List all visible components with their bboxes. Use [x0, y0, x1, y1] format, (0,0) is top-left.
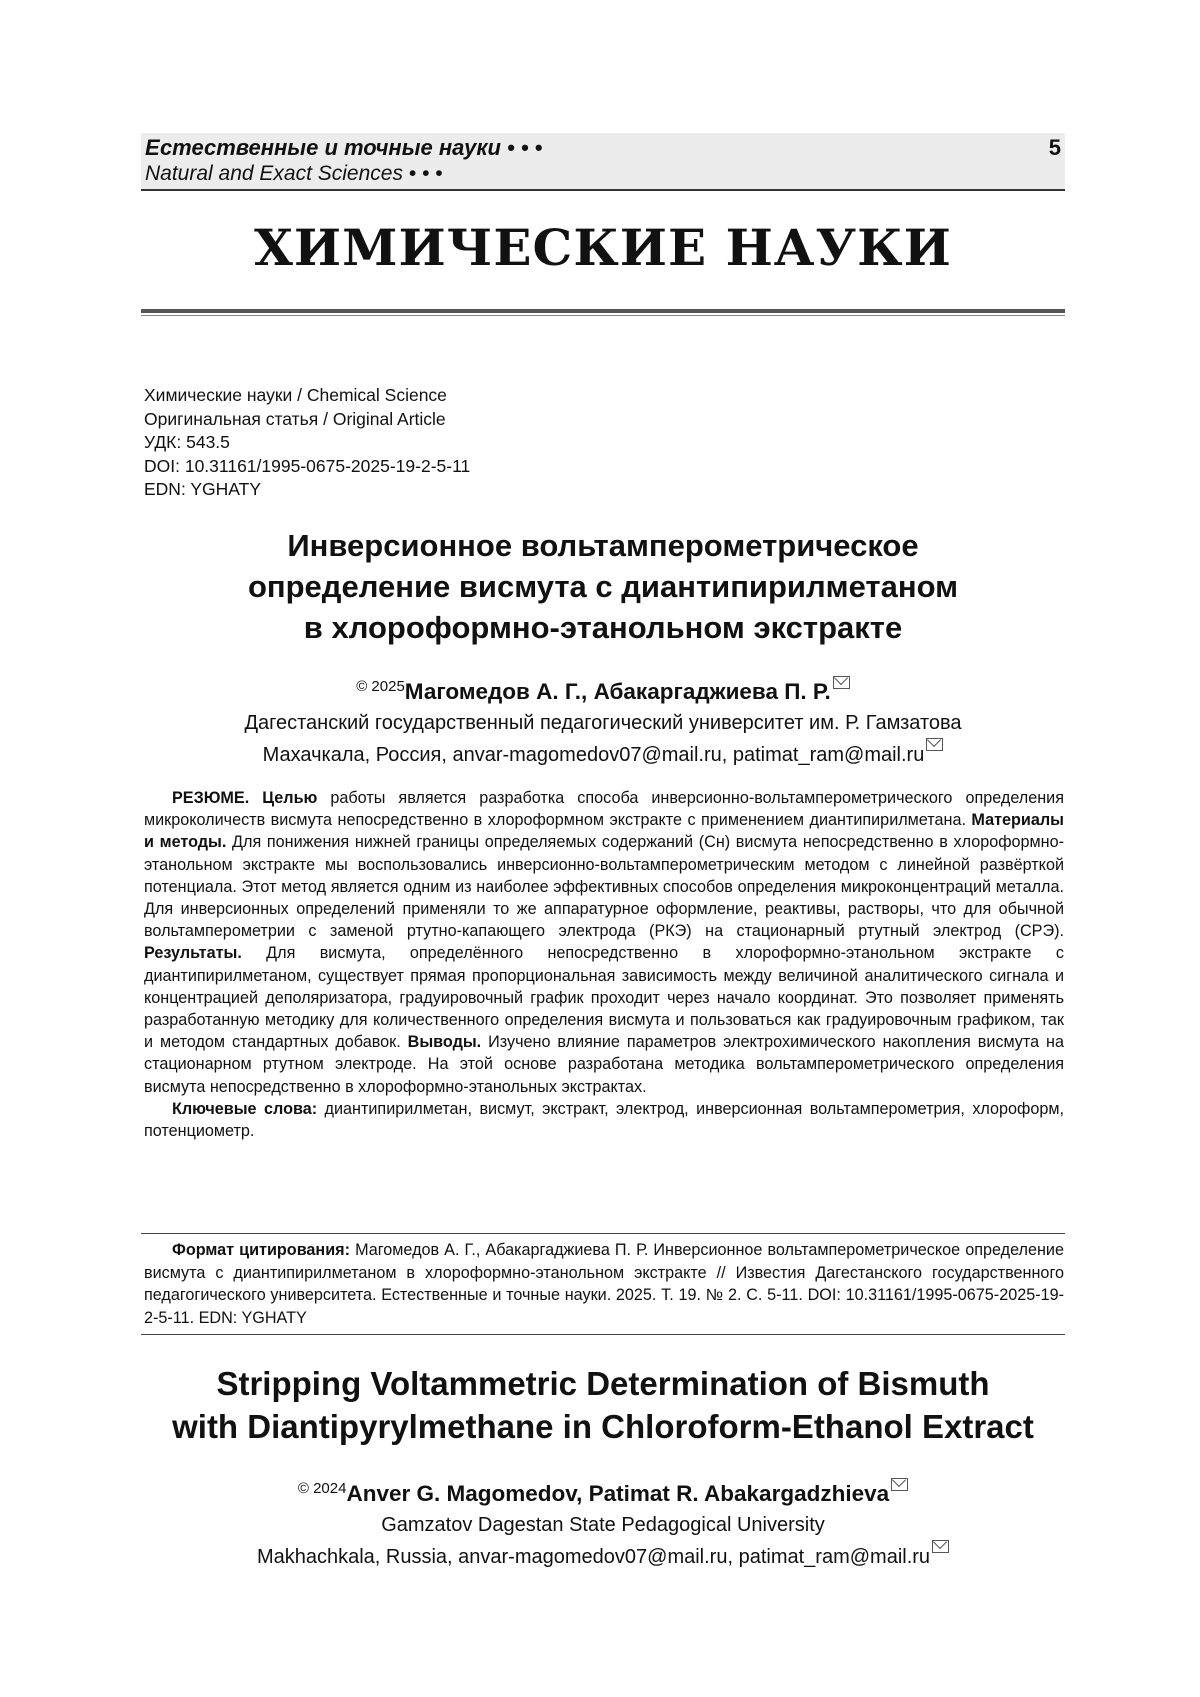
- abstract-paragraph: [144, 787, 1064, 1098]
- contact-emails-ru[interactable]: Махачкала, Россия, anvar-magomedov07@mail.ru, patimat_ram@mail.ru: [262, 744, 925, 766]
- meta-article-type: Оригинальная статья / Original Article: [144, 408, 446, 429]
- meta-udk: УДК: 543.5: [144, 432, 230, 452]
- journal-title-en: Natural and Exact Sciences • • •: [145, 162, 443, 185]
- title-en-line: Stripping Voltammetric Determination of Bismuth: [216, 1365, 990, 1402]
- citation-divider-bottom: [141, 1334, 1065, 1335]
- article-metadata: [144, 384, 470, 502]
- affiliation-ru-contacts: [141, 738, 1065, 770]
- title-en-line: with Diantipyrylmethane in Chloroform-Ethanol Extract: [172, 1408, 1034, 1445]
- label-results: Результаты.: [144, 944, 242, 963]
- label-methods: Материалы и методы.: [144, 811, 1064, 852]
- conclusions-text: Изучено влияние параметров электрохимического накопления висмута на стационарном ртутном электроде. На этой основе разработана методика вольтамперометрического определения висмута непосредственно в хлороформно-этанольных экстрактах.: [144, 1033, 1064, 1096]
- label-conclusions: Выводы.: [407, 1033, 482, 1052]
- methods-text: Для понижения нижней границы определяемых содержаний (Cн) висмута непосредственно в хлороформно-этанольном экстракте мы воспользовались инверсионно-вольтамперометрическим методом с линейной развёрткой потенциала. Этот метод является одним из наиболее эффективных способов определения микроконцентраций металла. Для инверсионных определений применяли то же аппаратурное оформление, реактивы, растворы, что для обычной вольтамперометрии с заменой ртутно-капающего электрода (РКЭ) на стационарный ртутный электрод (СРЭ).: [144, 833, 1064, 941]
- results-text: Для висмута, определённого непосредственно в хлороформно-этанольном экстракте с диантипирилметаном, существует прямая пропорциональная зависимость между величиной аналитического сигнала и концентрацией деполяризатора, градуировочный график проходит через начало координат. Это позволяет применять разработанную методику для количественного определения висмута и пользоваться как градуировочным графиком, так и методом стандартных добавок.: [144, 944, 1064, 1052]
- label-keywords: Ключевые слова:: [172, 1099, 318, 1118]
- affiliation-en-name: Gamzatov Dagestan State Pedagogical University: [381, 1514, 825, 1536]
- contact-emails-en[interactable]: Makhachkala, Russia, anvar-magomedov07@mail.ru, patimat_ram@mail.ru: [256, 1546, 931, 1568]
- meta-doi[interactable]: DOI: 10.31161/1995-0675-2025-19-2-5-11: [144, 455, 471, 476]
- title-ru-line: в хлороформно-этанольном экстракте: [303, 610, 903, 645]
- mail-icon: [932, 1540, 949, 1553]
- abstract: [144, 787, 1064, 1142]
- affiliation-ru: [141, 708, 1065, 770]
- label-summary: РЕЗЮМЕ.: [172, 789, 250, 807]
- citation-text: Магомедов А. Г., Абакаргаджиева П. Р. Инверсионное вольтамперометрическое определение висмута с диантипирилметаном в хлороформно-этанольном экстракте // Известия Дагестанского государственного педагогического университета. Естественные и точные науки. 2025. Т. 19. № 2. С. 5-11. DOI: 10.31161/1995-0675-2025-19-2-5-11. EDN: YGHATY: [144, 1241, 1064, 1327]
- affiliation-en-contacts: [141, 1540, 1065, 1572]
- citation-divider-top: [141, 1233, 1065, 1234]
- copyright-ru: © 2025: [356, 678, 405, 695]
- authors-en: [141, 1478, 1065, 1507]
- affiliation-ru-name: Дагестанский государственный педагогический университет им. Р. Гамзатова: [244, 712, 962, 734]
- section-title: ХИМИЧЕСКИЕ НАУКИ: [254, 218, 952, 277]
- author-names-en: Anver G. Magomedov, Patimat R. Abakargadzhieva: [346, 1481, 890, 1506]
- citation-block: [144, 1239, 1064, 1329]
- author-names-ru: Магомедов А. Г., Абакаргаджиева П. Р.: [404, 679, 831, 704]
- keywords-text: диантипирилметан, висмут, экстракт, электрод, инверсионная вольтамперометрия, хлороформ, потенциометр.: [144, 1099, 1064, 1141]
- label-goal: Целью: [262, 789, 318, 807]
- meta-category: Химические науки / Chemical Science: [144, 385, 447, 405]
- section-divider-thin: [141, 315, 1065, 316]
- journal-title-ru: Естественные и точные науки • • •: [145, 135, 543, 160]
- title-ru-line: определение висмута с диантипирилметаном: [247, 569, 959, 604]
- section-divider: [141, 309, 1065, 313]
- mail-icon: [891, 1478, 908, 1491]
- meta-edn: EDN: YGHATY: [144, 479, 262, 499]
- running-header: [141, 133, 1065, 191]
- title-ru-line: Инверсионное вольтамперометрическое: [287, 528, 919, 563]
- citation-label: Формат цитирования:: [172, 1241, 350, 1259]
- article-title-ru: [141, 525, 1065, 648]
- mail-icon: [833, 676, 850, 689]
- affiliation-en: [141, 1510, 1065, 1572]
- authors-ru: [141, 676, 1065, 705]
- article-title-en: [141, 1362, 1065, 1448]
- mail-icon: [926, 738, 943, 751]
- keywords-paragraph: [144, 1098, 1064, 1142]
- copyright-en: © 2024: [297, 1480, 347, 1497]
- page-number: 5: [1048, 135, 1061, 160]
- goal-text: работы является разработка способа инверсионно-вольтамперометрического определения микроколичеств висмута непосредственно в хлороформном экстракте с применением диантипирилметана.: [144, 789, 1064, 830]
